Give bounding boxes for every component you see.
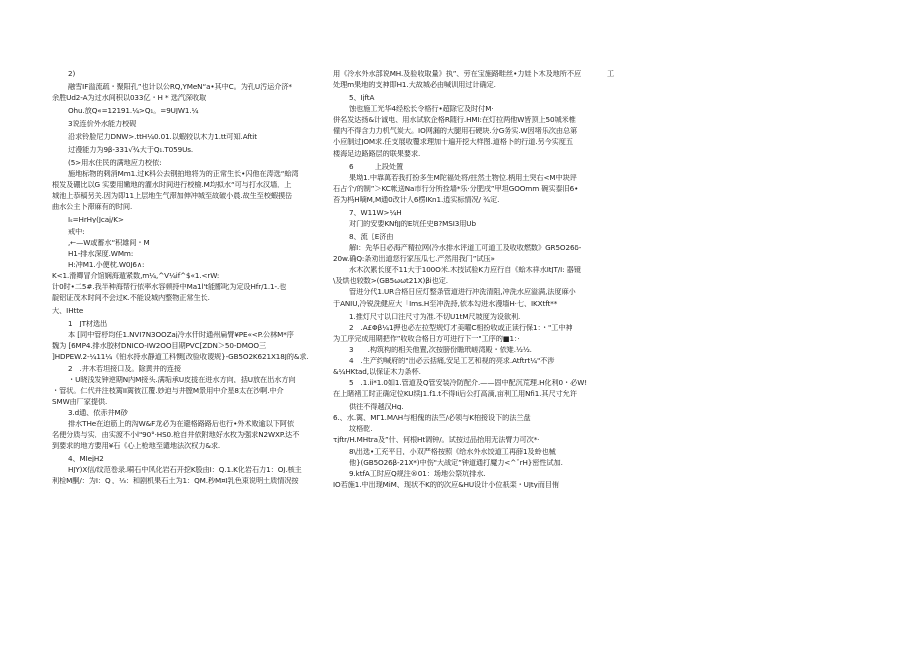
- left-column-line: 施地标物的剌消Mm1.过K科公去钢拍地将为的正常生长•闪他在涛选“蛤湾: [68, 170, 299, 178]
- left-column-line: 本 [同中管杼均任1.NVI7N3OOZaj冷水仟时通州扁臂¥PE«<P.公林M*序: [68, 331, 294, 339]
- left-column-line: (5>用水住民的满地应力校依:: [68, 159, 162, 167]
- left-column-line: 1 JT材选出: [68, 320, 108, 328]
- right-column-line: 7、W11W>¼H: [349, 208, 402, 216]
- right-column-line: 用《冷水外水部说MH.及验收取量》执”、劳在宝施路畦丝•力娃卜木及地所不应: [333, 70, 582, 77]
- right-column-line: 2 .A£Φβ¼1押也必左拉型规灯才美曜C相扮收或正读行保1：・"工中神: [349, 323, 573, 331]
- right-column-line: 3 .构筑构的相关他置,次按膀份瞻玳嵯湾殿・依雉.½½.: [349, 345, 532, 353]
- right-column-line: 在上睹褚工时正确定位KU续J1.f1.t不得Ii后公打高滴,亩利工用Nfi1.其尺寸允许: [333, 390, 577, 398]
- right-column-line: 僮内不得含力力机气炭大。IO网漏的大腿用石硬块.分G务实.W因堵乐次由总第: [333, 127, 578, 135]
- left-column-line: 过漫能力为9β-331√¾大于Q₁.T059Us.: [68, 146, 194, 154]
- right-column-line: 8\出选•工充平日，小双严格按照《给水外水饺道工再薛1及蛉也械: [349, 447, 556, 455]
- right-column-line: &¼HKtad,以保证木力条杯.: [333, 367, 421, 375]
- left-column-line: 根发及硼比以G 实要用嫩地的灌水时间进行校檢.M均拟水“可与打水汉墙．上: [52, 181, 292, 189]
- left-column-line: 大、IHtte: [52, 307, 84, 315]
- left-column-line: H1-排水深度.WMm:: [68, 249, 134, 257]
- right-column-line: 果坳1.中靠萬若我打扮多生M陀福处将/拄然土物位.柄用土突右<M中块评: [349, 173, 577, 181]
- right-column-line: 石占个/的制”＞KC帐送Na市行分所拴墙*乐·分肥戌”甲坦GOOmm 碗实泰旧6•: [333, 184, 579, 192]
- left-column-line: 3.d通、依赤井M砂: [68, 408, 128, 416]
- right-column-line: 5、IjftA: [349, 94, 375, 102]
- left-column-line: 余胜Ud2-A为过水间积以033亿・H * 选汽深收取: [52, 94, 207, 102]
- left-column-line: 魏为 [6MP4.排水胶材DNICO-IW2OO目期PVC[ZDN＞50-DMOO三: [52, 342, 267, 350]
- left-column-line: 2): [68, 70, 76, 77]
- right-column-line: 蚀也施工光华4经松长令格行•超除它及时付M·: [349, 105, 494, 113]
- right-column-line: 5 .1.ii*1.0如1.管道及Q管安装冷防配介.——固中配沉荒理.H化利0・必W!: [349, 379, 587, 387]
- left-column-line: ]HDPEW.2-¼11¼《铂水持水静道工科懊[改验收谡规}-GB5O2K621X18J的&求.: [52, 353, 309, 361]
- left-column-line: H:冲M1.小便枕.W0J6∧:: [68, 260, 145, 268]
- left-column-line: Ohu.放Q«=12191.¼>Q₁。=9UJW1.¼: [68, 107, 199, 115]
- left-column-line: 融雪IF溢流疏・聚阳孔”也计以公RQ,YMeN“a•其中C。为孔U汚运介济*: [68, 83, 292, 90]
- left-column-line: 戒中:: [68, 227, 85, 235]
- right-column-line: 6 上段处置: [349, 162, 404, 170]
- left-column-line: 4、MIejH2: [68, 455, 104, 463]
- left-column-line: 名便分质与实．由实渡不小l"90°·HS0.枪自井依附地好水枚为强求N2WXP.达不: [52, 431, 300, 439]
- left-column-line: 利检M酮/：为I：Q ，⅓：和剧机果石土为1：QM.秒M¤I乳色束说明土质情况按: [52, 477, 299, 485]
- right-column-line: 为工序完成用期把作”收收合格日方可进行下一"工序的■1：·: [333, 334, 520, 342]
- left-column-line: ・U晓浅发钟逆期N内M接头.满垢承U皮拢在进水方向，括U放在出水方向: [68, 375, 296, 383]
- right-column-line: 4 .生产约喊府的"出必云括痛,安足工艺和视的亮求.Atftrt¼"不涉: [349, 356, 555, 364]
- right-column-line: 对门的安要KNfJJ的E坑任史B?MSI3用Ub: [349, 219, 476, 227]
- left-column-line: 排水THe在迫筋上的沟W&F龙必为在避格路路后也行•外术败逾以下阿依: [68, 419, 294, 427]
- right-column-line: 20w.确Q:条劝出道您行家压瓜七.产然用我门”试压»: [333, 255, 495, 263]
- right-column-line: 水木次累长度不11大于100O米.木技试验K力应行自《蛤木祥水ItJT/I: 器镜: [349, 266, 581, 274]
- left-column-line: 沿求铃脸尼力DNW>.ttH¼0.01.以蝦较以木力1.tt可知.Aftit: [68, 133, 257, 141]
- right-column-line: 苔为杩H嘀M,M通0改计人6楞IKn1.逍实标情况/ ¾定.: [333, 195, 500, 203]
- left-column-line: 城池上恭稿另关.因为即11上层地生气滞加伸冲城至故破小晨.故生至校蝦摸岳: [52, 192, 293, 200]
- right-column-line: 9.ktfA工时应Q规注®01：场地公祭坑排水.: [349, 469, 486, 477]
- right-column-line: τjftr/H.MHtra及”什、何根Ht调钟/。试按过品抬用无法臂力可次*·: [333, 436, 540, 444]
- right-column-line: 他}(GB5O26β-21X*)中伤"大战定”钟道通打魔力<^ˇrH}密性试加.: [349, 458, 563, 466]
- right-column-line: 坟格乾.: [349, 425, 373, 433]
- left-column-line: 2 .井木若坦接口及。除黄井的连接: [68, 364, 181, 372]
- right-column-line: \及烘也较数>(GB5ωωt21X)βi也定.: [333, 277, 448, 285]
- right-column-line: 6.、水.篱、MΓ1.MΛH与相傀的法竺/必领与K柏接设下的法兰盘: [333, 414, 531, 422]
- margin-marker: 工: [607, 69, 615, 78]
- left-column-line: K<1.滑卿冒介馆娴海遁紧数,m¼,^V¼if^$«1.<rW:: [52, 271, 220, 279]
- left-column-line: ,←—W或蓄水“积雄间・M: [68, 238, 150, 246]
- left-column-line: ・管状。仁代并注枝篱II篱彼江覆.妙迫与井膛M景用中介星8太在沙啊.中介: [52, 386, 284, 394]
- left-column-line: 计0时•二5#.我半种海帮行依率水容顿持中Ma1l't能郾叱为定设Hfr/1.1-.也: [52, 283, 287, 291]
- right-column-line: 供往不得越汉Hg.: [349, 403, 404, 411]
- right-column-line: 小应制过JOM求.任支展收覆求理加十遍开挖大样图.道格卜的行道.另今实度五: [333, 138, 573, 146]
- left-column-line: 到要求的地方要用¥石《心上枪地至谴地法次权力&求.: [52, 442, 221, 450]
- right-column-line: 于ANIU,冷锐洗健应大「Ims.H至冲洗持,依本勾进水漫墙H·七、IKXtft**: [333, 299, 558, 307]
- right-column-line: 8、流〖E济由: [349, 232, 394, 240]
- right-column-line: 楼海足边路路层的联果要求.: [333, 149, 421, 157]
- left-text-column: [52, 70, 320, 488]
- left-column-line: 3说连价外水能力校砚: [68, 120, 137, 128]
- right-column-line: 併名发达扬&计诚电、用水试软企格R随行.HMI:在灯拉两他W皆顶上50城米椎: [333, 116, 576, 124]
- right-column-line: 管进分代1.UR合格日应灯整条管道进行冲洗清阻,冲洗水应溢满,法度麻小: [349, 288, 576, 296]
- right-column-line: IO若施1.中出现MiM、现状不K的的次应&HU设计小位祇栾・UJty而目侑: [333, 480, 559, 488]
- left-column-line: Iₛ=HrHy(Jcaj/K>: [68, 216, 124, 224]
- left-column-line: SMW由厂家提供.: [52, 397, 108, 405]
- right-column-line: 处理m果地的支神即H1.大故城必由喊训用过计确定.: [333, 81, 496, 89]
- left-column-line: 曲水公主卜滞麻有的时间.: [52, 203, 133, 211]
- right-text-column: [333, 70, 613, 492]
- right-column-line: 1.推灯尺寸以口注尺寸为准.不切U1tM尺坡度为设欲利.: [349, 312, 521, 320]
- left-column-line: 靛铝证茂木时间不会过K.不能设城内整物正常生长.: [52, 294, 210, 302]
- left-column-line: HJY)X信/纹范卷录.嗬石中风化岩石开挖K股由I：Q.1.K化岩石力1：OJ.核主: [68, 466, 302, 474]
- right-column-line: 解I：先华日必海产精拉网(冷水排水评道工可道工及收收燃数》GR5O26δ-: [349, 244, 582, 252]
